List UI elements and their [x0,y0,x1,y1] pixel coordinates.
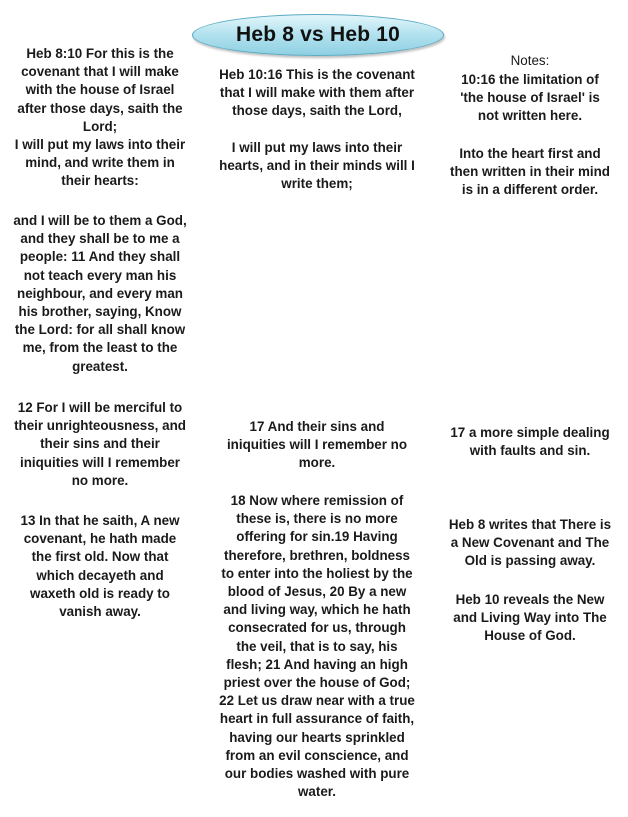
heb10-verse-16a: Heb 10:16 This is the covenant that I will make with them after those days, saith the Lord, [219,67,415,119]
note-17: 17 a more simple dealing with faults and sin. [450,425,610,459]
note-10-16: 10:16 the limitation of 'the house of Israel' is not written here. [460,72,600,124]
heb8-verse-10: Heb 8:10 For this is the covenant that I will make with the house of Israel after those days, saith the Lord; I will put my laws into their mind, and write them in their hearts: [14,46,186,189]
heb8-verse-12: 12 For I will be merciful to their unrighteousness, and their sins and their iniquities will I remember no more. [14,400,186,488]
heb10-verse-17: 17 And their sins and iniquities will I remember no more. [226,419,408,471]
heb10-verse-16b: I will put my laws into their hearts, and in their minds will I write them; [219,140,415,192]
heb8-verse-13: 13 In that he saith, A new covenant, he hath made the first old. Now that which decayeth and waxeth old is ready to vanish away. [20,513,180,620]
note-heb10: Heb 10 reveals the New and Living Way into The House of God. [453,592,607,644]
heb8-verse-10-11: and I will be to them a God, and they shall be to me a people: 11 And they shall not teach every man his neighbour, and every man his brother, saying, Know the Lord: for all shall know me, from the least to the greatest. [13,213,187,374]
note-order: Into the heart first and then written in their mind is in a different order. [450,146,610,198]
note-heb8: Heb 8 writes that There is a New Covenant and The Old is passing away. [448,517,612,569]
heb10-verse-18-22: 18 Now where remission of these is, there is no more offering for sin.19 Having therefore, brethren, boldness to enter into the holiest by the blood of Jesus, 20 By a new and living way, which he hath consecrated for us, through the veil, that is to say, his flesh; 21 And having an high priest over the house of God; 22 Let us draw near with a true heart in full assurance of faith, having our hearts sprinkled from an evil conscience, and our bodies washed with pure water. [219,493,415,800]
notes-heading: Notes: [510,53,550,68]
page-title: Heb 8 vs Heb 10 [235,23,401,46]
title-banner [192,14,444,56]
